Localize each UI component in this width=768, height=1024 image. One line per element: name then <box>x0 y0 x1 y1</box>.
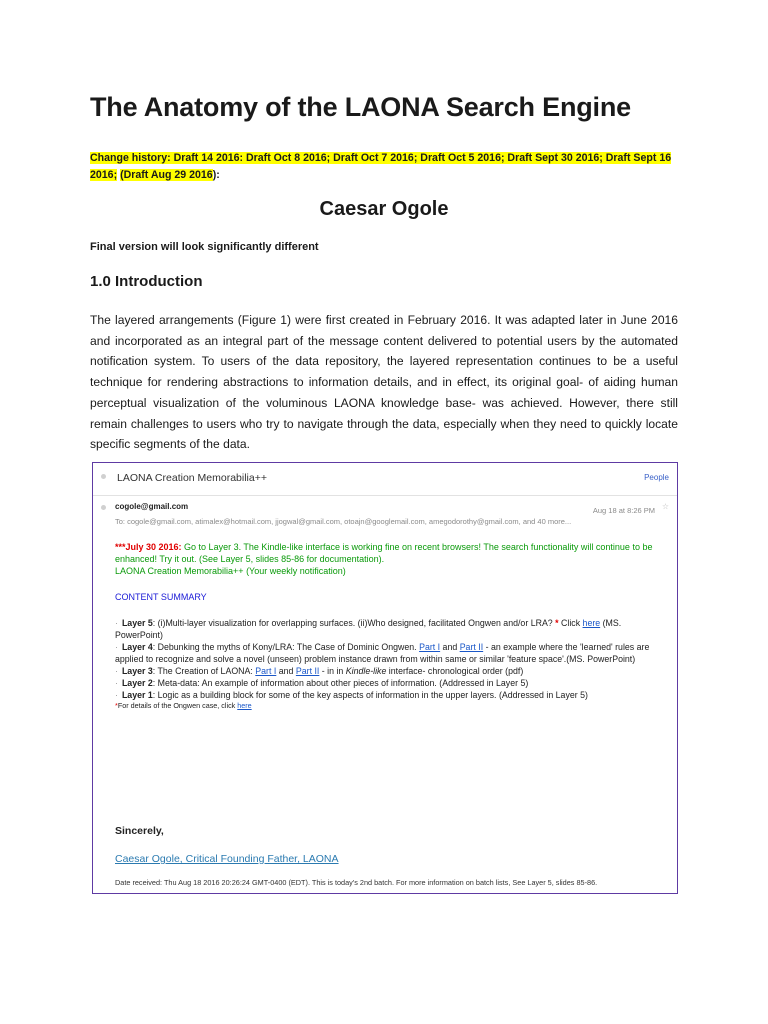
kindle-like-text: Kindle-like <box>345 666 387 676</box>
layer-text: : Debunking the myths of Kony/LRA: The Case of Dominic Ongwen. <box>152 642 420 652</box>
ongwen-footnote <box>115 701 665 710</box>
list-item-layer-2 <box>115 677 665 689</box>
author-name: Caesar Ogole <box>319 198 449 220</box>
change-history-suffix: ): <box>212 169 220 181</box>
email-subject: LAONA Creation Memorabilia++ <box>117 472 267 484</box>
layer-suffix: (MS. PowerPoint) <box>115 618 622 640</box>
layer-suffix: - an example where the 'learned' rules are applied to recognize and solve a novel (unseen) problem instance drawn from within same or similar 'feature space'.(MS. PowerPoint) <box>115 642 650 664</box>
layer-text: : The Creation of LAONA: <box>152 666 256 676</box>
change-history-highlight: Change history: Draft 14 2016: Draft Oct 8 2016; Draft Oct 7 2016; Draft Oct 5 2016; Draft Sept 30 2016; Draft Sept 16 2016; <box>90 152 672 181</box>
intro-paragraph: The layered arrangements (Figure 1) were first created in February 2016. It was adapted later in June 2016 and incorporated as an integral part of the message content delivered to potential users by the automated notification system. To users of the data repository, the layered representation continues to be a useful technique for rendering abstractions to information details, and in effect, its original goal- of aiding human perceptual visualization of the voluminous LAONA knowledge base- was achieved. However, there still remain challenges to users who try to navigate through the data, especially when they need to quickly locate specific segments of the data. <box>90 313 678 452</box>
list-item-layer-5 <box>115 617 665 641</box>
layer-text: : (i)Multi-layer visualization for overlapping surfaces. (ii)Who designed, facilitated Ongwen and/or LRA? <box>152 618 556 628</box>
email-subject-bar <box>93 463 677 496</box>
part-1-link[interactable]: Part I <box>255 666 277 676</box>
asterisk-marker: * <box>555 618 559 628</box>
part-2-link[interactable]: Part II <box>459 642 484 652</box>
final-version-note: Final version will look significantly different <box>90 241 319 253</box>
layer-mid-text: - in in <box>319 666 346 676</box>
layer-label: Layer 3 <box>121 666 153 676</box>
and-text: and <box>276 666 296 676</box>
asterisk-marker: * <box>115 701 118 710</box>
layer-text: : Logic as a building block for some of the key aspects of information in the upper layers. (Addressed in Layer 5) <box>152 690 588 700</box>
section-heading: 1.0 Introduction <box>90 273 203 290</box>
bullet-dot-icon: · <box>115 618 118 628</box>
update-text: Go to Layer 3. The Kindle-like interface is working fine on recent browsers! The search functionality will continue to be enhanced! Try it out. (See Layer 5, slides 85-86 for documentation). <box>115 542 653 564</box>
bullet-dot-icon <box>101 474 106 479</box>
signature-link[interactable]: Caesar Ogole, Critical Founding Father, LAONA <box>115 853 339 865</box>
bullet-dot-icon: · <box>115 690 118 700</box>
document-title: The Anatomy of the LAONA Search Engine <box>90 92 631 122</box>
email-screenshot-figure <box>92 462 678 894</box>
sign-off: Sincerely, <box>115 825 164 837</box>
update-notice <box>115 541 665 565</box>
footnote-here-link[interactable]: here <box>237 701 252 710</box>
bullet-dot-icon: · <box>115 666 118 676</box>
bullet-dot-icon: · <box>115 678 118 688</box>
list-item-layer-4 <box>115 641 665 665</box>
part-2-link[interactable]: Part II <box>295 666 320 676</box>
layer-suffix: interface- chronological order (pdf) <box>386 666 524 676</box>
star-icon[interactable]: ☆ <box>661 502 669 511</box>
sender-address[interactable]: cogole@gmail.com <box>115 502 189 511</box>
layer-label: Layer 5 <box>121 618 153 628</box>
change-history-highlight-last: (Draft Aug 29 2016 <box>120 169 213 181</box>
part-1-link[interactable]: Part I <box>419 642 441 652</box>
layer-label: Layer 4 <box>121 642 153 652</box>
update-date: ***July 30 2016: <box>115 542 182 552</box>
here-link[interactable]: here <box>582 618 601 628</box>
recipients-line: To: cogole@gmail.com, atimalex@hotmail.com, jjogwal@gmail.com, otoajn@googlemail.com, amegodorothy@gmail.com, and 40 more... <box>115 517 572 526</box>
message-date: Aug 18 at 8:26 PM <box>592 506 655 515</box>
content-summary-heading: CONTENT SUMMARY <box>115 592 207 602</box>
list-item-layer-1 <box>115 689 665 701</box>
click-text: Click <box>558 618 583 628</box>
change-history <box>90 150 690 184</box>
layer-label: Layer 2 <box>121 678 153 688</box>
list-item-layer-3 <box>115 665 665 677</box>
message-header <box>93 496 677 532</box>
and-text: and <box>440 642 460 652</box>
date-received-line: Date received: Thu Aug 18 2016 20:26:24 GMT-0400 (EDT). This is today's 2nd batch. For more information on batch lists, See Layer 5, slides 85-86. <box>115 878 598 887</box>
people-link[interactable]: People <box>644 473 669 482</box>
weekly-notification-line: LAONA Creation Memorabilia++ (Your weekly notification) <box>115 566 346 576</box>
layer-text: : Meta-data: An example of information about other pieces of information. (Addressed in Layer 5) <box>152 678 529 688</box>
footnote-text: For details of the Ongwen case, click <box>117 701 238 710</box>
bullet-dot-icon: · <box>115 642 118 652</box>
bullet-dot-icon <box>101 505 106 510</box>
layer-label: Layer 1 <box>121 690 153 700</box>
message-body <box>115 541 665 710</box>
